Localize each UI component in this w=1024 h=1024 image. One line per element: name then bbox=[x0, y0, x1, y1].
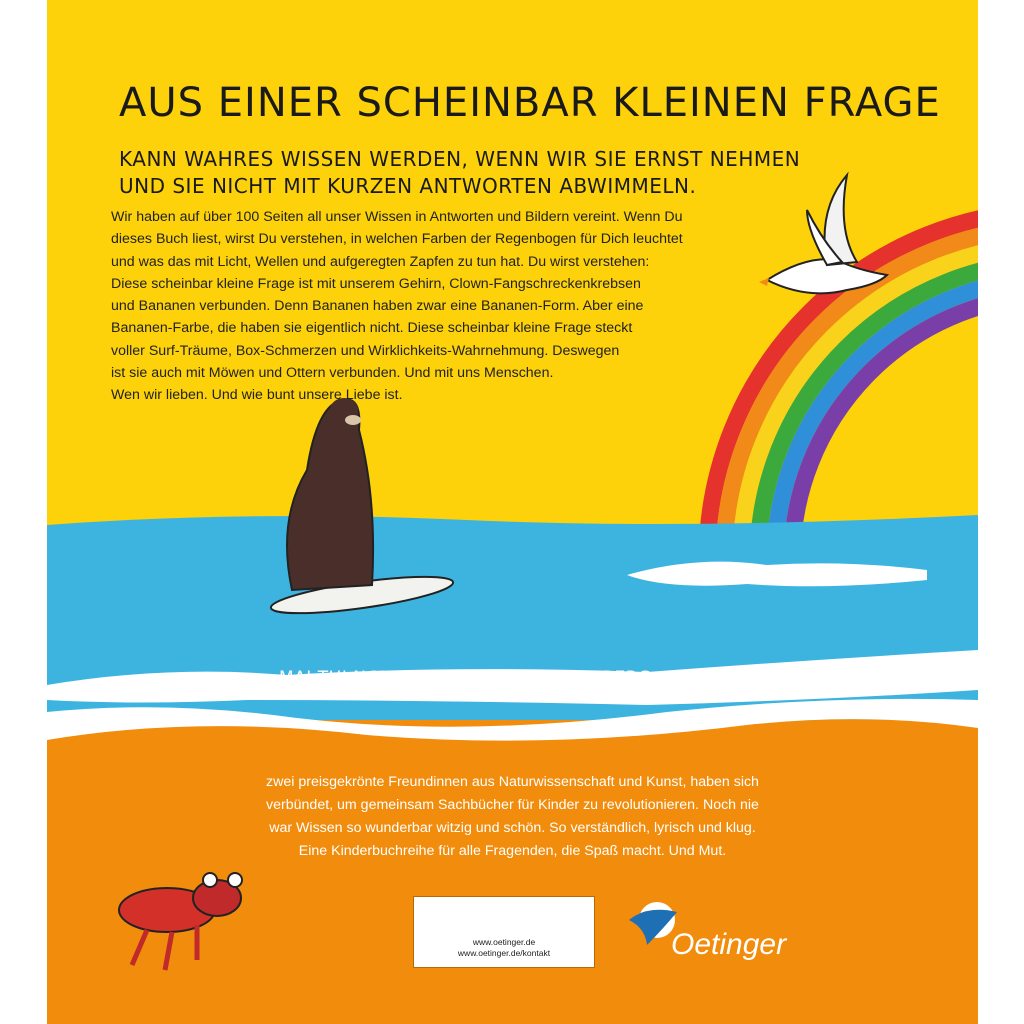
blurb-line: Diese scheinbar kleine Frage ist mit unserem Gehirn, Clown-Fangschreckenkrebsen bbox=[111, 275, 641, 292]
blurb-line: ist sie auch mit Möwen und Ottern verbunden. Und mit uns Menschen. bbox=[111, 365, 554, 382]
book-back-cover bbox=[47, 0, 978, 1024]
blurb-line: voller Surf-Träume, Box-Schmerzen und Wirklichkeits-Wahrnehmung. Deswegen bbox=[111, 342, 620, 359]
bio-line: zwei preisgekrönte Freundinnen aus Naturwissenschaft und Kunst, haben sich bbox=[266, 774, 759, 790]
headline: AUS EINER SCHEINBAR KLEINEN FRAGE bbox=[119, 80, 941, 126]
subheadline bbox=[119, 146, 800, 200]
publisher-name: Oetinger bbox=[671, 928, 787, 961]
barcode-box bbox=[413, 896, 595, 968]
authors: MAI THI NGUYEN-KIM & MARIE MEIMBERG, bbox=[279, 668, 658, 688]
author-bio bbox=[47, 771, 978, 863]
blurb-text bbox=[111, 206, 791, 407]
subheadline-line: KANN WAHRES WISSEN WERDEN, WENN WIR SIE ERNST NEHMEN bbox=[119, 147, 801, 171]
bio-line: verbündet, um gemeinsam Sachbücher für Kinder zu revolutionieren. Noch nie bbox=[266, 797, 759, 813]
blurb-line: Wir haben auf über 100 Seiten all unser Wissen in Antworten und Bildern vereint. Wenn Du bbox=[111, 209, 683, 225]
blurb-line: dieses Buch liest, wirst Du verstehen, in welchen Farben der Regenbogen für Dich leuchtet bbox=[111, 231, 683, 248]
sand bbox=[47, 719, 978, 1024]
blurb-line: Bananen-Farbe, die haben sie eigentlich nicht. Diese scheinbar kleine Frage steckt bbox=[111, 320, 633, 337]
blurb-line: und Bananen verbunden. Denn Bananen haben zwar eine Bananen-Form. Aber eine bbox=[111, 298, 644, 315]
publisher-url: www.oetinger.de bbox=[472, 937, 536, 947]
bio-line: Eine Kinderbuchreihe für alle Fragenden, die Spaß macht. Und Mut. bbox=[298, 843, 727, 859]
publisher-logo bbox=[627, 900, 797, 970]
bio-line: war Wissen so wunderbar witzig und schön. So verständlich, lyrisch und klug. bbox=[269, 820, 756, 836]
subheadline-line: UND SIE NICHT MIT KURZEN ANTWORTEN ABWIMMELN. bbox=[119, 174, 697, 198]
blurb-line: und was das mit Licht, Wellen und aufgeregten Zapfen zu tun hat. Du wirst verstehen: bbox=[111, 253, 650, 270]
blurb-line: Wen wir lieben. Und wie bunt unsere Liebe ist. bbox=[111, 387, 403, 404]
publisher-contact-url: www.oetinger.de/kontakt bbox=[457, 948, 551, 958]
otter-on-surfboard bbox=[269, 398, 455, 621]
